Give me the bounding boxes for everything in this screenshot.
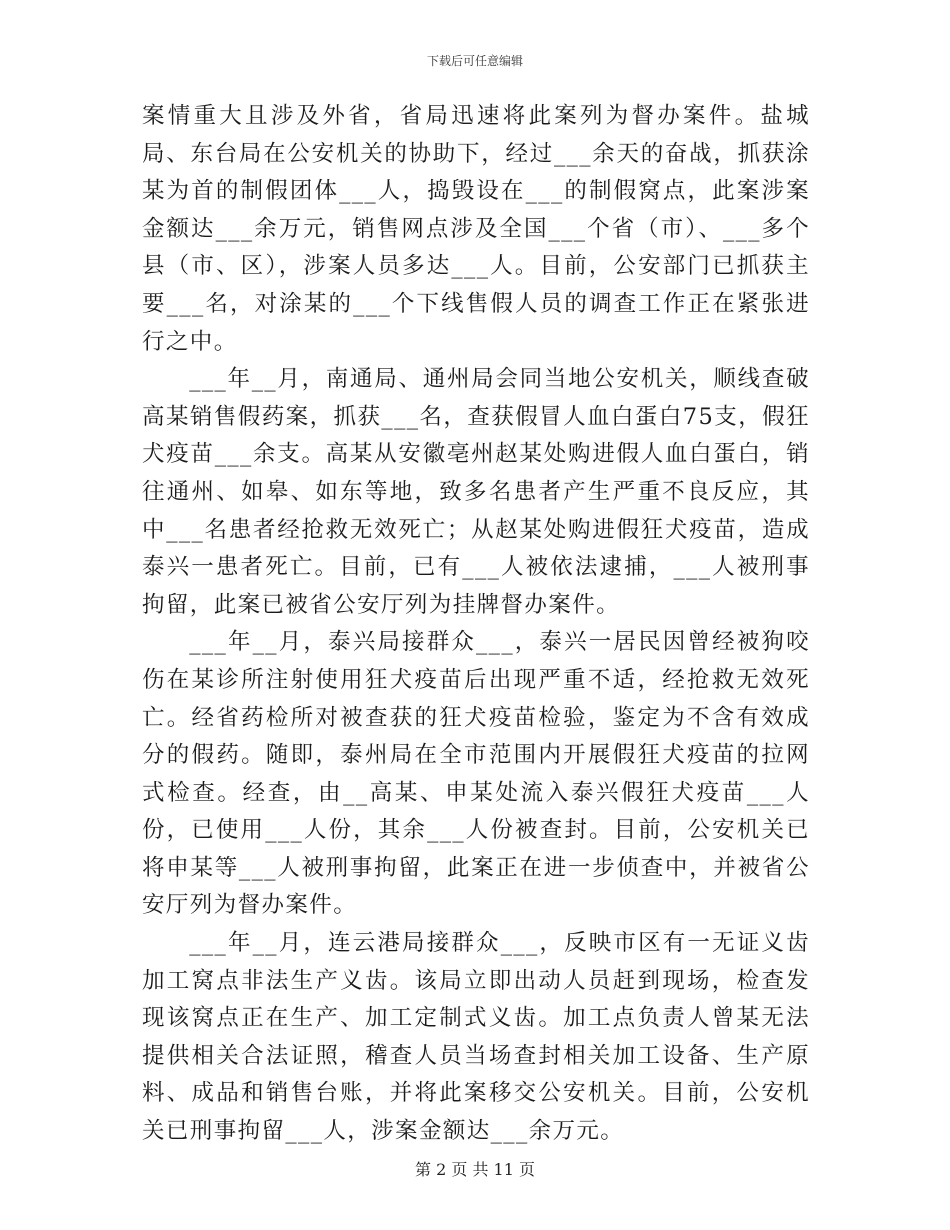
page-number-footer: 第 2 页 共 11 页 (415, 1160, 535, 1179)
document-body (142, 98, 810, 1151)
paragraph-4: ___年__月，连云港局接群众___，反映市区有一无证义齿加工窝点非法生产义齿。该局立即出动人员赶到现场，检查发现该窝点正在生产、加工定制式义齿。加工点负责人曾某无法提供相关合法证照，稽查人员当场查封相关加工设备、生产原料、成品和销售台账，并将此案移交公安机关。目前，公安机关已刑事拘留___人，涉案金额达___余万元。 (142, 930, 810, 1145)
paragraph-1: 案情重大且涉及外省，省局迅速将此案列为督办案件。盐城局、东台局在公安机关的协助下，经过___余天的奋战，抓获涂某为首的制假团体___人，捣毁设在___的制假窝点，此案涉案金额达___余万元，销售网点涉及全国___个省（市）、___多个县（市、区），涉案人员多达___人。目前，公安部门已抓获主要___名，对涂某的___个下线售假人员的调查工作正在紧张进行之中。 (142, 103, 810, 355)
paragraph-2: ___年__月，南通局、通州局会同当地公安机关，顺线查破高某销售假药案，抓获___名，查获假冒人血白蛋白75支，假狂犬疫苗___余支。高某从安徽亳州赵某处购进假人血白蛋白，销往通州、如皋、如东等地，致多名患者产生严重不良反应，其中___名患者经抢救无效死亡；从赵某处购进假狂犬疫苗，造成泰兴一患者死亡。目前，已有___人被依法逮捕，___人被刑事拘留，此案已被省公安厅列为挂牌督办案件。 (142, 366, 810, 618)
paragraph-3: ___年__月，泰兴局接群众___，泰兴一居民因曾经被狗咬伤在某诊所注射使用狂犬疫苗后出现严重不适，经抢救无效死亡。经省药检所对被查获的狂犬疫苗检验，鉴定为不含有效成分的假药。随即，泰州局在全市范围内开展假狂犬疫苗的拉网式检查。经查，由__高某、申某处流入泰兴假狂犬疫苗___人份，已使用___人份，其余___人份被查封。目前，公安机关已将申某等___人被刑事拘留，此案正在进一步侦查中，并被省公安厅列为督办案件。 (142, 629, 810, 919)
page-header-note: 下载后可任意编辑 (426, 54, 523, 68)
